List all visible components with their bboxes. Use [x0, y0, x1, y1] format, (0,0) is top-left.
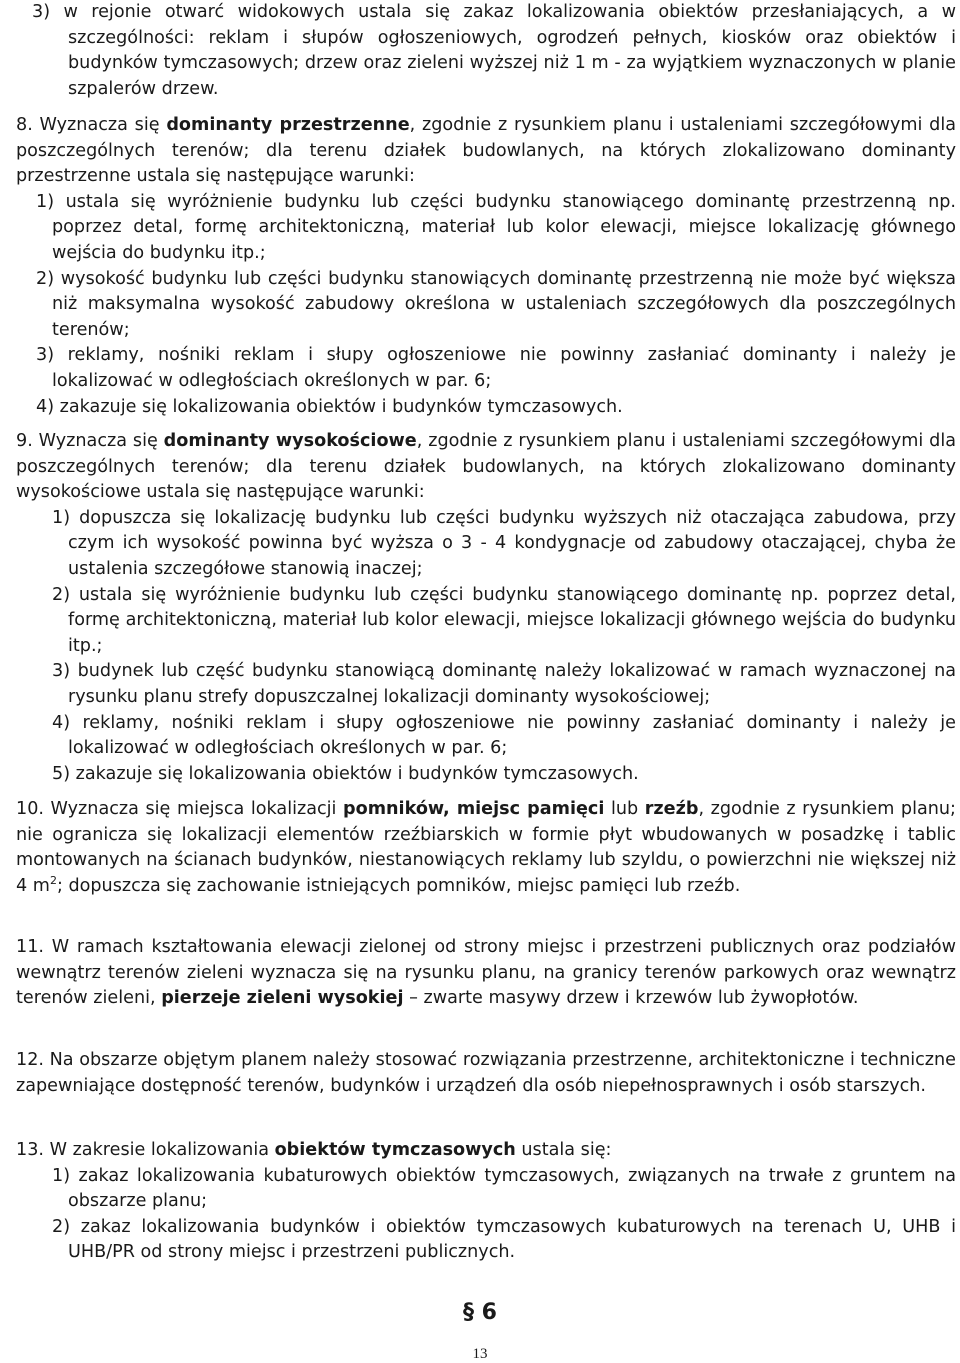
paragraph-10 — [16, 797, 956, 899]
paragraph-8 — [16, 113, 956, 420]
list-item: 1) ustala się wyróżnienie budynku lub części budynku stanowiącego dominantę przestrzenną np. poprzez detal, formę architektoniczną, materiał lub kolor elewacji, miejsce lokalizację głównego wejścia do budynku itp.; — [36, 191, 956, 263]
paragraph-13 — [16, 1138, 956, 1266]
list-item: 4) zakazuje się lokalizowania obiektów i budynków tymczasowych. — [36, 396, 623, 417]
intro-text: W zakresie lokalizowania — [43, 1140, 275, 1160]
intro-text: Wyznacza się — [32, 431, 164, 451]
body-text: lub — [604, 799, 645, 819]
paragraph-11-text — [16, 935, 956, 1012]
paragraph-8-intro — [16, 113, 956, 190]
list-item: 3) budynek lub część budynku stanowiącą dominantę należy lokalizować w ramach wyznaczonej na rysunku planu strefy dopuszczalnej lokalizacji dominanty wysokościowej; — [52, 661, 956, 707]
list-item: 3) reklamy, nośniki reklam i słupy ogłoszeniowe nie powinny zasłaniać dominanty i należy je lokalizować w odległościach określonych w par. 6; — [36, 345, 956, 391]
paragraph-number: 8. — [16, 115, 33, 135]
intro-text: , zgodnie z rysunkiem planu i ustaleniami szczegółowymi dla poszczególnych terenów; dla terenu działek budowlanych, na których zlokalizowano dominanty wysokościowe ustala się następujące warunki: — [16, 431, 957, 503]
item-text: 3) w rejonie otwarć widokowych ustala się zakaz lokalizowania obiektów przesłaniających, a w szczególności: reklam i słupów ogłoszeniowych, ogrodzeń pełnych, kiosków oraz obiektów i budynków tymczasowych; drzew oraz zieleni wyższej niż 1 m - za wyjątkiem wyznaczonych w planie szpalerów drzew. — [32, 2, 956, 99]
paragraph-12-text — [16, 1048, 956, 1099]
bold-term: rzeźb — [644, 799, 699, 819]
paragraph-12 — [16, 1048, 956, 1099]
list-item: 5) zakazuje się lokalizowania obiektów i budynków tymczasowych. — [52, 763, 639, 784]
paragraph-number: 12. — [16, 1050, 44, 1070]
paragraph-number: 9. — [16, 431, 33, 451]
paragraph-10-text — [16, 797, 956, 899]
bold-term: pierzeje zieleni wysokiej — [161, 988, 404, 1009]
list-item: 2) ustala się wyróżnienie budynku lub części budynku stanowiącego dominantę np. poprzez detal, formę architektoniczną, materiał lub kolor elewacji, miejsce lokalizacji głównego wejścia do budynku itp.; — [52, 584, 956, 656]
body-text: , zgodnie z rysunkiem planu; nie ogranicza się lokalizacji elementów rzeźbiarskich w formie płyt wbudowanych w posadzkę i tablic montowanych na ścianach budynków, niestanowiących reklamy lub szyldu, o powierzchni nie większej niż 4 m — [16, 799, 956, 896]
paragraph-number: 11. — [16, 937, 44, 957]
paragraph-9-intro — [16, 429, 956, 506]
list-item: 1) zakaz lokalizowania kubaturowych obiektów tymczasowych, związanych na trwałe z gruntem na obszarze planu; — [52, 1165, 956, 1212]
intro-text: Wyznacza się — [32, 115, 167, 135]
body-text: ; dopuszcza się zachowanie istniejących pomników, miejsc pamięci lub rzeźb. — [56, 875, 741, 896]
paragraph-number: 10. — [16, 799, 44, 819]
body-text: Na obszarze objętym planem należy stosować rozwiązania przestrzenne, architektoniczne i techniczne zapewniające dostępność terenów, budynków i urządzeń dla osób niepełnosprawnych i osób starszych. — [16, 1050, 956, 1096]
bold-term: dominanty przestrzenne — [166, 115, 410, 135]
section-heading: § 6 — [463, 1300, 497, 1325]
list-item: 4) reklamy, nośniki reklam i słupy ogłoszeniowe nie powinny zasłaniać dominanty i należy je lokalizować w odległościach określonych w par. 6; — [52, 712, 956, 759]
bold-term: dominanty wysokościowe — [163, 431, 417, 451]
list-item: 2) wysokość budynku lub części budynku stanowiących dominantę przestrzenną nie może być większa niż maksymalna wysokość zabudowy określona w ustaleniach szczegółowych dla poszczególnych terenów; — [36, 268, 956, 340]
list-item: 1) dopuszcza się lokalizację budynku lub części budynku wyższych niż otaczająca zabudowa, przy czym ich wysokość powinna być wyższa o 3 - 4 kondygnacje od zabudowy otaczającej, chyba że ustalenia szczegółowe stanowią inaczej; — [52, 507, 956, 579]
body-text: W ramach kształtowania elewacji zielonej od strony miejsc i przestrzeni publicznych oraz podziałów wewnątrz terenów zieleni wyznacza się na rysunku planu, na granicy terenów parkowych oraz wewnątrz terenów zieleni, — [16, 937, 956, 1009]
intro-text: , zgodnie z rysunkiem planu i ustaleniami szczegółowymi dla poszczególnych terenów; dla terenu działek budowlanych, na których zlokalizowano dominanty przestrzenne ustala się następujące warunki: — [16, 115, 957, 187]
intro-text: ustala się: — [515, 1140, 612, 1160]
paragraph-number: 13. — [16, 1140, 44, 1160]
paragraph-11 — [16, 935, 956, 1012]
body-text: – zwarte masywy drzew i krzewów lub żywopłotów. — [403, 988, 859, 1009]
bold-term: obiektów tymczasowych — [274, 1140, 516, 1160]
paragraph-7-item-3 — [16, 0, 956, 102]
paragraph-13-intro — [16, 1138, 956, 1164]
paragraph-9 — [16, 429, 956, 787]
page-number: 13 — [472, 1346, 488, 1362]
body-text: Wyznacza się miejsca lokalizacji — [43, 799, 344, 819]
bold-term: pomników, miejsc pamięci — [343, 799, 605, 819]
list-item: 2) zakaz lokalizowania budynków i obiektów tymczasowych kubaturowych na terenach U, UHB i UHB/PR od strony miejsc i przestrzeni publicznych. — [52, 1216, 956, 1263]
superscript: 2 — [49, 873, 57, 887]
